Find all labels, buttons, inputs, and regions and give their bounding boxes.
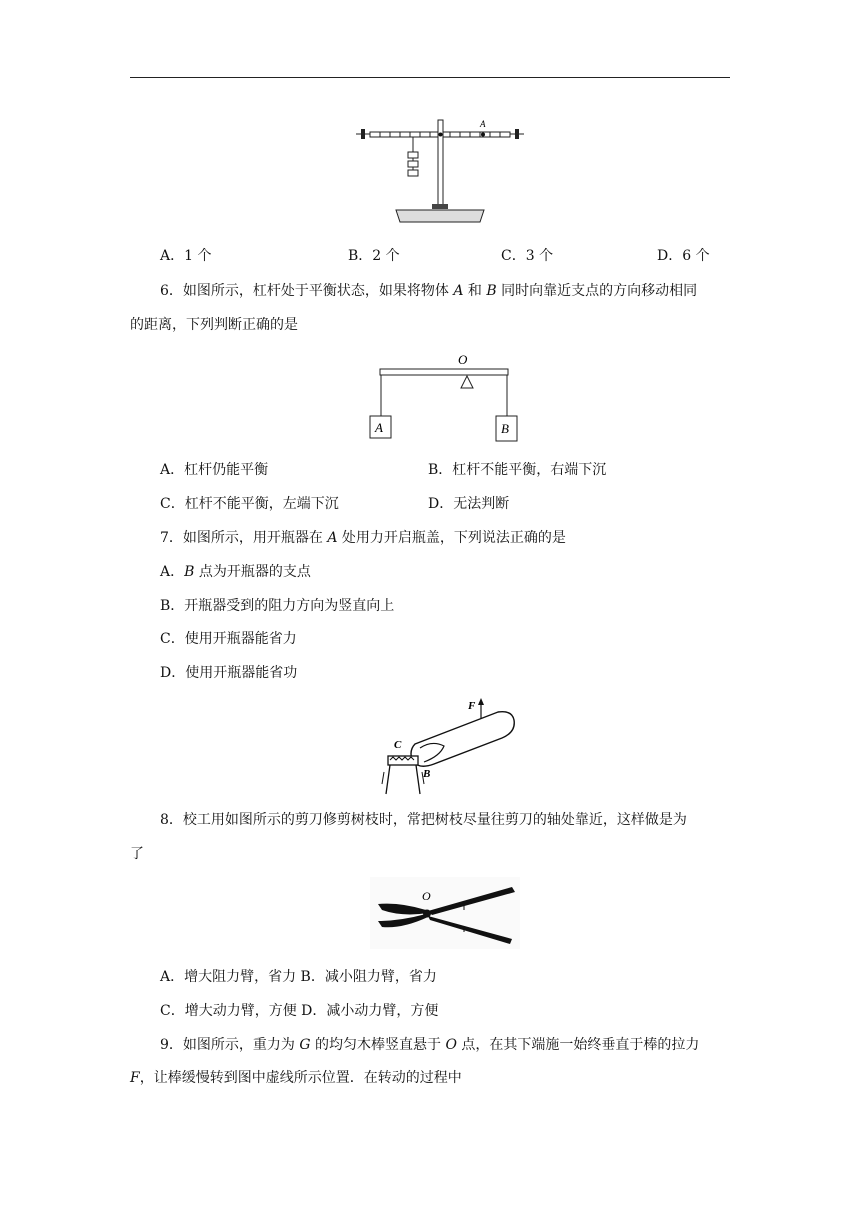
q5-lever-balance-figure [350, 112, 530, 227]
q6-var-b: B [486, 283, 497, 299]
header-rule [130, 77, 730, 78]
q7-option-a-prefix: A． [160, 564, 185, 580]
q8-label-o: O [422, 889, 431, 903]
q6-stem-text: 6．如图所示，杠杆处于平衡状态，如果将物体 [160, 283, 454, 299]
q7-var-a: A [327, 530, 338, 546]
q7-bottle-opener-figure [360, 692, 520, 800]
q9-var-f: F [130, 1070, 140, 1086]
q9-stem-text: 点，在其下端施一始终垂直于棒的拉力 [456, 1037, 700, 1053]
q8-scissors-figure [370, 877, 520, 949]
q7-stem [160, 528, 566, 548]
q7-label-b: B [423, 768, 431, 780]
q6-label-o: O [458, 352, 468, 367]
q6-option-b: B．杠杆不能平衡，右端下沉 [428, 462, 607, 478]
q7-label-f: F [468, 700, 476, 712]
q6-lever-figure [360, 348, 530, 448]
q7-option-b: B．开瓶器受到的阻力方向为竖直向上 [160, 598, 395, 614]
q6-stem-line1 [160, 281, 697, 301]
q6-stem-line2: 的距离，下列判断正确的是 [130, 317, 298, 333]
q5-label-a: A [480, 119, 486, 129]
q8-stem-line1: 8．校工用如图所示的剪刀修剪树枝时，常把树枝尽量往剪刀的轴处靠近，这样做是为 [160, 812, 687, 828]
q7-label-c: C [394, 739, 402, 751]
q5-option-c: C．3 个 [501, 248, 554, 264]
q6-label-b: B [501, 421, 509, 436]
q7-var-b: B [184, 564, 195, 580]
q5-option-a: A．1 个 [160, 248, 212, 264]
q6-option-a: A．杠杆仍能平衡 [160, 462, 269, 478]
q6-stem-text: 和 [463, 283, 487, 299]
q6-stem-text: 同时向靠近支点的方向移动相同 [496, 283, 698, 299]
q8-options-row2: C．增大动力臂，方便 D．减小动力臂，方便 [160, 1003, 439, 1019]
q7-option-a [160, 562, 311, 582]
q5-option-d: D．6 个 [657, 248, 710, 264]
q7-stem-text: 处用力开启瓶盖，下列说法正确的是 [337, 530, 566, 546]
q6-option-d: D．无法判断 [428, 496, 510, 512]
q9-stem-text: 9．如图所示，重力为 [160, 1037, 300, 1053]
q7-option-c: C．使用开瓶器能省力 [160, 631, 297, 647]
q9-var-g: G [299, 1037, 311, 1053]
q6-option-c: C．杠杆不能平衡，左端下沉 [160, 496, 339, 512]
q8-options-row1: A．增大阻力臂，省力 B．减小阻力臂，省力 [160, 969, 437, 985]
q5-option-b: B．2 个 [348, 248, 400, 264]
q6-label-a: A [375, 420, 383, 435]
q7-option-d: D．使用开瓶器能省功 [160, 665, 298, 681]
q9-stem-line1 [160, 1035, 699, 1055]
q6-var-a: A [453, 283, 464, 299]
q9-var-o: O [445, 1037, 457, 1053]
q9-stem-text: ，让棒缓慢转到图中虚线所示位置．在转动的过程中 [139, 1070, 462, 1086]
q7-option-a-text: 点为开瓶器的支点 [194, 564, 311, 580]
q9-stem-text: 的均匀木棒竖直悬于 [310, 1037, 446, 1053]
q7-stem-text: 7．如图所示，用开瓶器在 [160, 530, 328, 546]
q8-stem-line2: 了 [130, 846, 144, 862]
q9-stem-line2 [130, 1068, 462, 1088]
